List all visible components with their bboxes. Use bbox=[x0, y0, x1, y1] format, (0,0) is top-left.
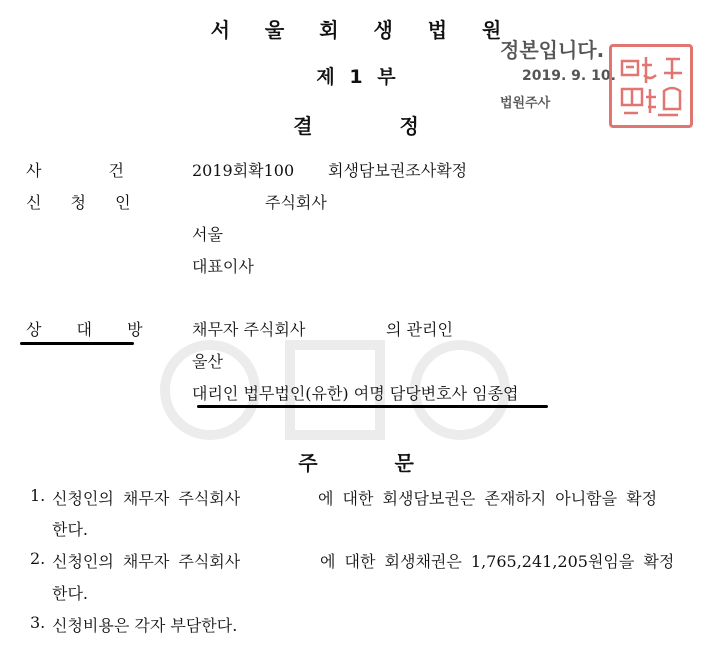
respondent-administrator: 의 관리인 bbox=[386, 320, 453, 339]
applicant-company: 주식회사 bbox=[265, 193, 327, 212]
order-item-2-number: 2. bbox=[30, 549, 46, 568]
order-item-1-text-a: 신청인의 채무자 주식회사 bbox=[52, 489, 241, 508]
counsel-underline bbox=[197, 405, 548, 408]
order-item-1-continuation: 한다. bbox=[52, 520, 88, 539]
respondent-label-underline bbox=[20, 342, 134, 345]
division-name: 제 1 부 bbox=[316, 66, 396, 88]
seal-icon bbox=[612, 47, 690, 125]
case-label: 사 건 bbox=[26, 161, 124, 180]
order-item-3-number: 3. bbox=[30, 613, 46, 632]
certification-date: 2019. 9. 10. bbox=[522, 68, 616, 84]
case-name: 회생담보권조사확정 bbox=[328, 161, 468, 180]
respondent-address: 울산 bbox=[192, 352, 223, 371]
order-item-3-text: 신청비용은 각자 부담한다. bbox=[52, 616, 238, 635]
order-item-2-text-a: 신청인의 채무자 주식회사 bbox=[52, 552, 241, 571]
document-type: 결 정 bbox=[293, 114, 419, 138]
respondent-debtor: 채무자 주식회사 bbox=[192, 320, 306, 339]
order-item-1-text-b: 에 대한 회생담보권은 존재하지 아니함을 확정 bbox=[318, 489, 658, 508]
order-item-2-continuation: 한다. bbox=[52, 584, 88, 603]
case-number: 2019회확100 bbox=[192, 161, 295, 180]
order-item-2-text-b: 에 대한 회생채권은 1,765,241,205원임을 확정 bbox=[320, 552, 675, 571]
court-name: 서 울 회 생 법 원 bbox=[210, 18, 516, 42]
applicant-representative: 대표이사 bbox=[192, 257, 254, 276]
clerk-title: 법원주사 bbox=[500, 96, 551, 111]
original-copy-label: 정본입니다. bbox=[500, 38, 605, 62]
applicant-address: 서울 bbox=[192, 225, 223, 244]
order-item-1-number: 1. bbox=[30, 486, 46, 505]
respondent-counsel: 대리인 법무법인(유한) 여명 담당변호사 임종엽 bbox=[192, 384, 519, 403]
order-title: 주 문 bbox=[298, 451, 414, 475]
applicant-label: 신 청 인 bbox=[26, 193, 131, 212]
respondent-label: 상 대 방 bbox=[26, 320, 143, 339]
court-seal bbox=[609, 44, 693, 128]
